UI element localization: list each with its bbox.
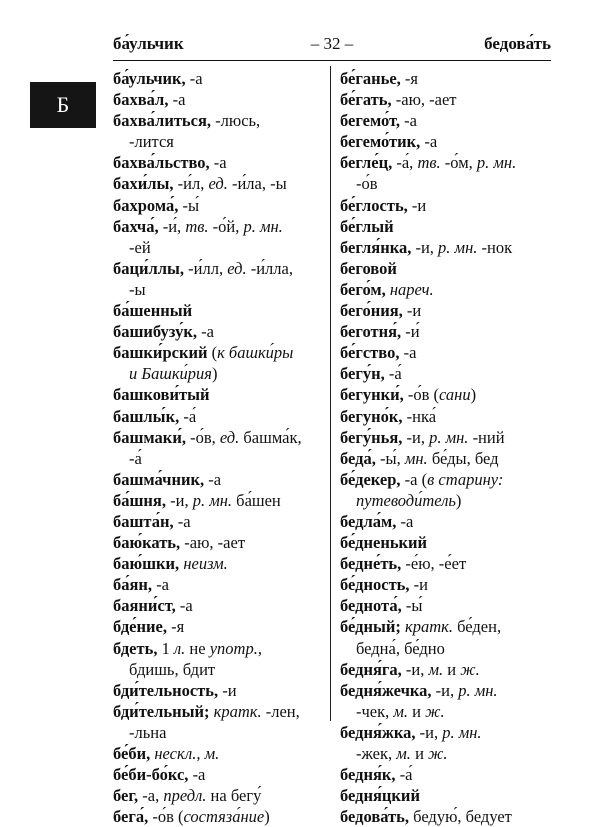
- entry-continuation-line: [113, 279, 323, 300]
- grammar-note: р. мн.: [458, 680, 498, 700]
- page-number: – 32 –: [310, 34, 354, 53]
- grammar-note: путеводи́тель: [356, 490, 456, 510]
- grammar-note: предл.: [163, 786, 207, 806]
- headword: бег,: [113, 786, 139, 806]
- entry-line: [113, 595, 323, 616]
- entry-line: [340, 553, 552, 574]
- inflection-text: -ы: [129, 279, 146, 299]
- inflection-text: 1: [157, 638, 174, 658]
- inflection-text: бе́ды, бед: [427, 448, 499, 468]
- headword: башибузу́к,: [113, 322, 197, 342]
- inflection-text: -а: [420, 132, 438, 152]
- headword: бедня́к,: [340, 765, 396, 785]
- entry-line: [113, 321, 323, 342]
- headword: бдеть,: [113, 638, 158, 658]
- headword: бе́глый: [340, 216, 394, 236]
- entry-line: [340, 785, 552, 806]
- headword: бега́,: [113, 807, 149, 827]
- entry-line: [340, 806, 552, 827]
- inflection-text: -а: [400, 111, 417, 131]
- grammar-note: ед.: [227, 258, 247, 278]
- entry-line: [340, 321, 552, 342]
- entry-line: [113, 616, 323, 637]
- inflection-text: ): [455, 490, 462, 510]
- inflection-text: -а: [396, 511, 414, 531]
- entry-line: [340, 195, 552, 216]
- entry-line: [113, 469, 323, 490]
- headword: бахи́лы,: [113, 174, 174, 194]
- inflection-text: -и,: [411, 237, 439, 257]
- entry-line: [340, 258, 552, 279]
- entry-line: [113, 806, 323, 827]
- headword: бахча́,: [113, 216, 159, 236]
- entry-line: [113, 638, 323, 659]
- entry-line: [340, 406, 552, 427]
- headword: бегемо́т,: [340, 111, 400, 131]
- headword: ба́ян,: [113, 575, 153, 595]
- headword: бегля́нка,: [340, 237, 412, 257]
- entry-line: [340, 89, 552, 110]
- entry-line: [113, 406, 323, 427]
- inflection-text: -чек,: [356, 701, 394, 721]
- entry-line: [340, 469, 552, 490]
- grammar-note: м.: [393, 701, 409, 721]
- entry-line: [113, 680, 323, 701]
- entry-line: [113, 785, 323, 806]
- inflection-text: -аю, -ает: [391, 90, 457, 110]
- entry-line: [340, 722, 552, 743]
- entry-line: [340, 448, 552, 469]
- grammar-note: нареч.: [385, 279, 434, 299]
- entry-line: [340, 152, 552, 173]
- headword: бего́ния,: [340, 301, 403, 321]
- running-header: [113, 34, 551, 58]
- inflection-text: -и,: [431, 680, 459, 700]
- inflection-text: ба́шен: [232, 490, 281, 510]
- entry-line: [113, 258, 323, 279]
- inflection-text: -а́: [179, 406, 197, 426]
- inflection-text: бе́ден,: [453, 617, 502, 637]
- headword: башки́рский: [113, 343, 208, 363]
- inflection-text: -и́лл,: [184, 258, 228, 278]
- column-divider: [330, 66, 331, 721]
- inflection-text: бедую́, бедует: [409, 807, 512, 827]
- section-letter-tab: [30, 82, 96, 128]
- inflection-text: и: [443, 659, 461, 679]
- entry-line: [340, 616, 552, 637]
- inflection-text: -и́: [401, 322, 420, 342]
- headword: беговой: [340, 258, 397, 278]
- inflection-text: ): [211, 364, 218, 384]
- headword: ба́шня,: [113, 490, 166, 510]
- inflection-text: ): [470, 385, 477, 405]
- headword: баю́кать,: [113, 533, 181, 553]
- headword: бегу́нья,: [340, 427, 403, 447]
- inflection-text: -а́,: [392, 153, 418, 173]
- header-rule: [113, 60, 551, 61]
- headword: бе́дность,: [340, 575, 410, 595]
- grammar-note: м.: [396, 744, 411, 763]
- inflection-text: -льна: [129, 722, 167, 742]
- entry-line: [340, 110, 552, 131]
- grammar-note: кратк.: [400, 617, 453, 637]
- entry-line: [113, 342, 323, 363]
- inflection-text: не: [185, 638, 210, 658]
- grammar-note: р. мн.: [429, 427, 469, 447]
- grammar-note: ж.: [460, 659, 480, 679]
- entry-line: [340, 659, 552, 680]
- inflection-text: ): [264, 807, 270, 827]
- entry-line: [113, 110, 323, 131]
- entry-line: [340, 384, 552, 405]
- entry-line: [113, 701, 323, 722]
- grammar-note: р. мн.: [442, 722, 482, 742]
- inflection-text: -и,: [401, 659, 429, 679]
- entry-line: [113, 743, 323, 764]
- entry-line: [340, 574, 552, 595]
- inflection-text: -ний: [468, 427, 505, 447]
- inflection-text: -о́в: [356, 174, 378, 194]
- header-right-headword: бедова́ть: [484, 34, 551, 53]
- inflection-text: -и: [409, 575, 428, 595]
- headword: бегле́ц,: [340, 153, 393, 173]
- headword: бе́би,: [113, 744, 151, 763]
- entry-continuation-line: [113, 722, 323, 743]
- grammar-note: ж.: [428, 744, 448, 763]
- entry-continuation-line: [113, 237, 323, 258]
- entry-continuation-line: [113, 131, 323, 152]
- grammar-note: сани: [439, 385, 471, 405]
- inflection-text: -а: [185, 69, 203, 88]
- entry-line: [340, 131, 552, 152]
- headword: бего́м,: [340, 279, 386, 299]
- inflection-text: -а (: [400, 469, 428, 489]
- entry-line: [113, 89, 323, 110]
- inflection-text: -о́м,: [440, 153, 477, 173]
- entry-line: [113, 300, 323, 321]
- right-column: [340, 68, 552, 827]
- grammar-note: и Башки́рия: [129, 364, 212, 384]
- headword: бахва́льство,: [113, 153, 210, 173]
- headword: бе́гать,: [340, 90, 392, 110]
- grammar-note: нескл., м.: [150, 744, 220, 763]
- inflection-text: -о́в (: [403, 385, 440, 405]
- entry-line: [340, 532, 552, 553]
- grammar-note: р. мн.: [476, 153, 517, 173]
- inflection-text: -а: [209, 153, 227, 173]
- inflection-text: башма́к,: [239, 427, 302, 447]
- headword: бегунки́,: [340, 385, 404, 405]
- entry-line: [340, 68, 552, 89]
- inflection-text: -и́,: [158, 216, 186, 236]
- inflection-text: -а: [399, 343, 417, 363]
- section-letter: Б: [56, 92, 70, 117]
- inflection-text: -а́: [395, 765, 413, 785]
- grammar-note: состяза́ние: [183, 807, 265, 827]
- inflection-text: на бегу́: [206, 786, 262, 806]
- entry-line: [113, 384, 323, 405]
- inflection-text: (: [207, 343, 218, 363]
- entry-line: [340, 342, 552, 363]
- inflection-text: -и,: [402, 427, 430, 447]
- entry-line: [113, 764, 323, 785]
- headword: баци́ллы,: [113, 258, 185, 278]
- inflection-text: -и,: [415, 722, 443, 742]
- headword: бе́дненький: [340, 533, 428, 553]
- headword: башма́чник,: [113, 469, 205, 489]
- headword: бе́ганье,: [340, 69, 401, 88]
- entry-line: [113, 553, 323, 574]
- entry-line: [340, 764, 552, 785]
- inflection-text: -лен,: [261, 701, 300, 721]
- grammar-note: р. мн.: [192, 490, 233, 510]
- grammar-note: неизм.: [179, 554, 228, 574]
- entry-line: [340, 216, 552, 237]
- grammar-note: кратк.: [209, 701, 262, 721]
- entry-line: [113, 152, 323, 173]
- entry-continuation-line: [340, 490, 552, 511]
- grammar-note: мн.: [404, 448, 428, 468]
- entry-continuation-line: [340, 173, 552, 194]
- headword: бахва́л,: [113, 90, 169, 110]
- inflection-text: -е́ю, -е́ет: [401, 554, 467, 574]
- inflection-text: и: [408, 701, 426, 721]
- headword: бедне́ть,: [340, 554, 402, 574]
- inflection-text: бдишь, бдит: [129, 659, 216, 679]
- entry-line: [113, 68, 323, 89]
- inflection-text: -ы́: [178, 195, 200, 215]
- headword: бегемо́тик,: [340, 132, 421, 152]
- inflection-text: -и́лла,: [246, 258, 293, 278]
- inflection-text: -а: [173, 511, 191, 531]
- header-left-headword: ба́ульчик: [113, 34, 184, 53]
- entry-line: [340, 279, 552, 300]
- grammar-note: к башки́ры: [217, 343, 294, 363]
- headword: башкови́тый: [113, 385, 210, 405]
- entry-line: [113, 427, 323, 448]
- inflection-text: -я: [400, 69, 418, 88]
- headword: бе́декер,: [340, 469, 401, 489]
- inflection-text: -о́в,: [185, 427, 220, 447]
- inflection-text: -а,: [138, 786, 164, 806]
- headword: бегу́н,: [340, 364, 385, 384]
- headword: бди́тельный;: [113, 701, 210, 721]
- inflection-text: -о́в (: [148, 807, 184, 827]
- inflection-text: -а́: [384, 364, 402, 384]
- entry-line: [340, 300, 552, 321]
- inflection-text: -и: [218, 680, 237, 700]
- grammar-note: л.: [173, 638, 186, 658]
- headword: бе́глость,: [340, 195, 408, 215]
- headword: бедла́м,: [340, 511, 397, 531]
- entry-line: [113, 490, 323, 511]
- headword: баю́шки,: [113, 554, 180, 574]
- inflection-text: -и: [402, 301, 422, 321]
- entry-line: [340, 427, 552, 448]
- entry-line: [340, 363, 552, 384]
- entry-line: [113, 195, 323, 216]
- headword: бди́тельность,: [113, 680, 219, 700]
- headword: баяни́ст,: [113, 596, 176, 616]
- inflection-text: -нок: [477, 237, 513, 257]
- inflection-text: -о́й,: [208, 216, 244, 236]
- headword: беднота́,: [340, 596, 402, 616]
- entry-continuation-line: [340, 743, 552, 764]
- inflection-text: -ы́,: [375, 448, 405, 468]
- headword: бедня́га,: [340, 659, 402, 679]
- inflection-text: -и́л,: [173, 174, 209, 194]
- inflection-text: -а: [152, 575, 170, 595]
- headword: беда́,: [340, 448, 376, 468]
- headword: ба́шенный: [113, 301, 193, 321]
- entry-line: [340, 595, 552, 616]
- headword: бе́дный;: [340, 617, 401, 637]
- entry-line: [113, 511, 323, 532]
- inflection-text: и: [410, 744, 429, 763]
- inflection-text: -а: [188, 765, 206, 785]
- inflection-text: -и,: [166, 490, 193, 510]
- headword: бегуно́к,: [340, 406, 403, 426]
- grammar-note: тв.: [185, 216, 209, 236]
- grammar-note: р. мн.: [438, 237, 478, 257]
- entry-continuation-line: [113, 363, 323, 384]
- entry-continuation-line: [340, 638, 552, 659]
- inflection-text: -а: [204, 469, 222, 489]
- headword: башта́н,: [113, 511, 174, 531]
- entry-line: [113, 574, 323, 595]
- entry-line: [113, 173, 323, 194]
- entry-line: [340, 680, 552, 701]
- entry-continuation-line: [340, 701, 552, 722]
- grammar-note: в старину:: [427, 469, 504, 489]
- inflection-text: -аю, -ает: [180, 533, 246, 553]
- headword: бахрома́,: [113, 195, 179, 215]
- headword: бедова́ть,: [340, 807, 410, 827]
- entry-line: [113, 216, 323, 237]
- headword: бе́би-бо́кс,: [113, 765, 189, 785]
- headword: бахва́литься,: [113, 111, 212, 131]
- entry-continuation-line: [113, 448, 323, 469]
- grammar-note: м.: [428, 659, 444, 679]
- grammar-note: ж.: [425, 701, 445, 721]
- inflection-text: -я: [166, 617, 185, 637]
- entry-continuation-line: [113, 659, 323, 680]
- inflection-text: -а: [168, 90, 186, 110]
- inflection-text: -и: [407, 195, 427, 215]
- headword: бе́гство,: [340, 343, 400, 363]
- headword: бедня́жечка,: [340, 680, 432, 700]
- inflection-text: -люсь,: [211, 111, 261, 131]
- headword: бедня́цкий: [340, 786, 420, 806]
- inflection-text: -и́ла, -ы: [227, 174, 287, 194]
- inflection-text: -а: [196, 322, 214, 342]
- headword: ба́ульчик,: [113, 69, 186, 88]
- inflection-text: -лится: [129, 132, 174, 152]
- grammar-note: тв.: [417, 153, 441, 173]
- grammar-note: употр.,: [209, 638, 262, 658]
- headword: бде́ние,: [113, 617, 167, 637]
- grammar-note: р. мн.: [243, 216, 283, 236]
- headword: бедня́жка,: [340, 722, 416, 742]
- entry-line: [340, 511, 552, 532]
- headword: башмаки́,: [113, 427, 186, 447]
- inflection-text: -ей: [129, 237, 151, 257]
- entry-line: [340, 237, 552, 258]
- inflection-text: -нка́: [402, 406, 437, 426]
- inflection-text: -а́: [129, 448, 142, 468]
- grammar-note: ед.: [219, 427, 240, 447]
- inflection-text: -жек,: [356, 744, 397, 763]
- inflection-text: бедна́, бе́дно: [356, 638, 445, 658]
- inflection-text: -ы́: [401, 596, 423, 616]
- headword: беготня́,: [340, 322, 402, 342]
- entry-line: [113, 532, 323, 553]
- grammar-note: ед.: [208, 174, 228, 194]
- left-column: [113, 68, 323, 827]
- inflection-text: -а: [175, 596, 193, 616]
- headword: башлы́к,: [113, 406, 180, 426]
